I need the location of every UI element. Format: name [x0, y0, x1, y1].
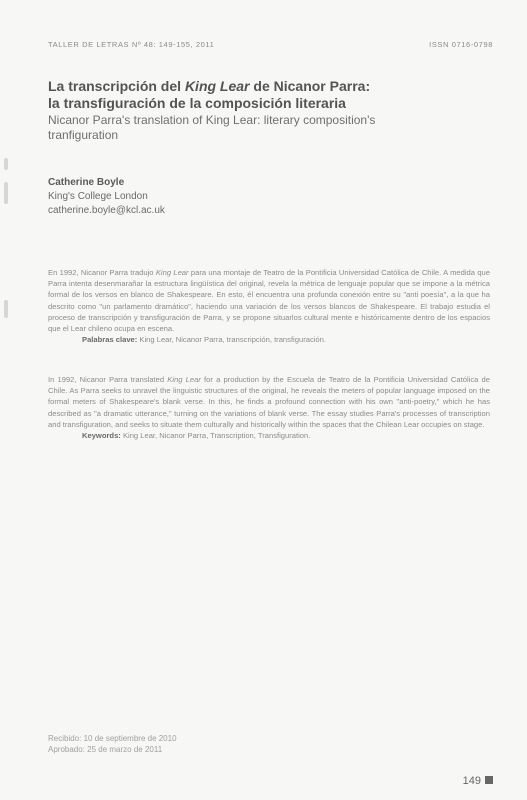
subtitle-line-2: tranfiguration: [48, 128, 119, 142]
keywords-list: King Lear, Nicanor Parra, Transcription, Transfiguration.: [120, 431, 311, 441]
title-italic: King Lear: [184, 78, 250, 94]
abstract-en-italic: King Lear: [167, 375, 201, 384]
abstract-en-part: for a production by the Escuela de Teatro de la Pontificia Universidad Católica de Chile. As Parra seeks to unravel the linguistic structures of the original, he reveals the meters of popular language imposed on the formal meters of Shakespeare's blank verse. In this, he finds a profound connection with his own "anti-poetry," which he has described as "a dramatic utterance," turning on the variations of blank verse. The essay studies Parra's processes of transcription and transfiguration, and seeks to situate them culturally and historically within the spaces that the Chilean Lear occupies on stage.: [48, 375, 490, 429]
abstract-es-part: En 1992, Nicanor Parra tradujo: [48, 268, 156, 277]
title-block: [48, 78, 488, 143]
abstract-spanish-text: [48, 267, 490, 334]
title-prefix: La transcripción del: [48, 78, 185, 94]
abstract-es-part: para una montaje de Teatro de la Pontificia Universidad Católica de Chile. A medida que Parra intenta desenmarañar la estructura lingüística del original, revela la métrica de lenguaje popular que se impone a la métrica formal de los versos en blanco de Shakespeare. En esto, él encuentra una profunda conexión entre su "anti poesía", a la que ha descrito como "un parlamento dramático", haciendo una variación de los versos blancos de Shakespeare. El trabajo estudia el proceso de transcripción y transfiguración de Parra, y se propone situarlos cultural mente e históricamente dentro de los espacios que el Lear chileno ocupa en escena.: [48, 268, 490, 334]
keywords-label: Palabras clave:: [82, 335, 138, 345]
abstract-spanish: [48, 267, 490, 345]
issn: ISSN 0716-0798: [429, 40, 493, 49]
journal-citation: TALLER DE LETRAS Nº 48: 149-155, 2011: [48, 40, 215, 49]
abstract-english: [48, 374, 490, 441]
abstract-en-part: In 1992, Nicanor Parra translated: [48, 375, 168, 384]
title-line-2: la transfiguración de la composición literaria: [48, 95, 346, 111]
scan-margin-mark: [4, 182, 8, 204]
keywords-label: Keywords:: [82, 431, 121, 441]
abstract-english-text: [48, 374, 490, 430]
scan-margin-mark: [4, 158, 8, 170]
page-number: [463, 775, 493, 787]
square-marker-icon: [485, 776, 493, 784]
keywords-list: King Lear, Nicanor Parra, transcripción, transfiguración.: [137, 335, 326, 345]
approved-date: Aprobado: 25 de marzo de 2011: [48, 745, 163, 754]
subtitle-line-1: Nicanor Parra's translation of King Lear: literary composition's: [48, 113, 376, 127]
page-number-text: 149: [462, 775, 481, 787]
title-mid: de Nicanor Parra:: [249, 78, 371, 94]
submission-dates: [48, 733, 177, 755]
keywords-english: [48, 430, 490, 441]
author-name: Catherine Boyle: [48, 177, 125, 188]
author-block: [48, 176, 348, 218]
keywords-spanish: [48, 334, 490, 345]
scan-margin-mark: [4, 300, 8, 318]
article-subtitle: [48, 113, 488, 143]
abstract-es-italic: King Lear: [155, 268, 189, 277]
received-date: Recibido: 10 de septiembre de 2010: [48, 734, 177, 743]
author-affiliation: King's College London: [48, 191, 148, 202]
running-header: [48, 40, 493, 52]
article-title: [48, 78, 488, 112]
author-email[interactable]: catherine.boyle@kcl.ac.uk: [48, 205, 165, 216]
